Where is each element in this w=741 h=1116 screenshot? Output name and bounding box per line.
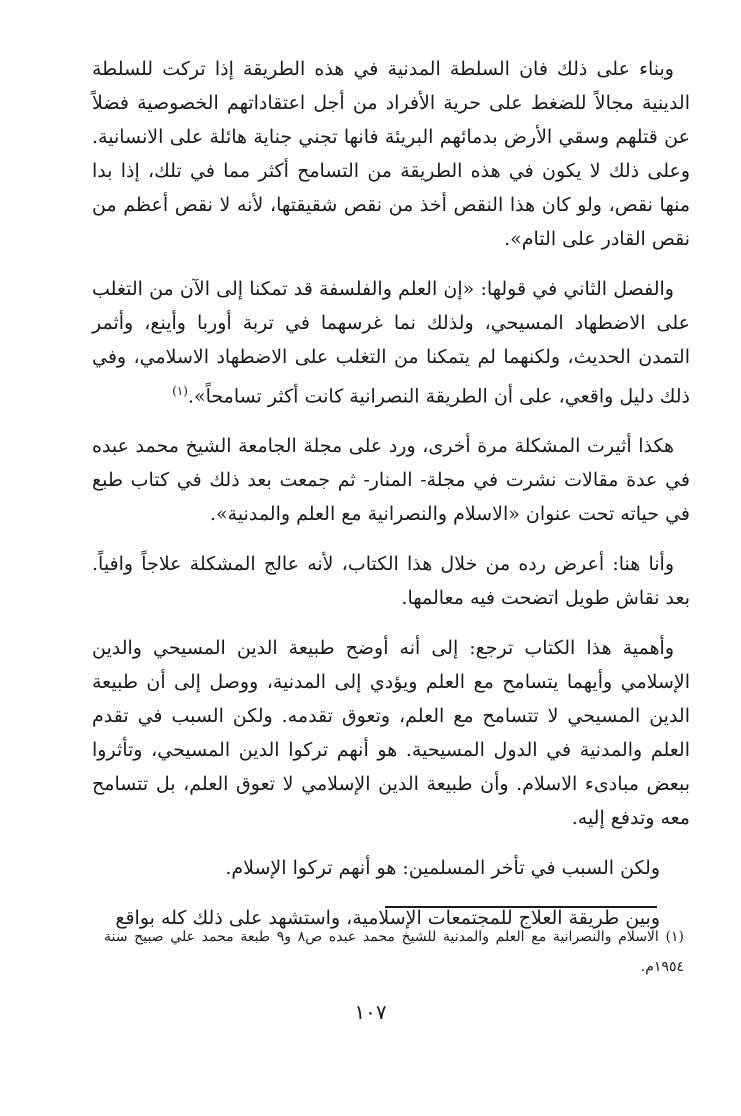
page-number: ١٠٧ <box>354 1000 387 1024</box>
paragraph-2 <box>92 272 690 413</box>
paragraph-6: ولكن السبب في تأخر المسلمين: هو أنهم تركوا الإسلام. <box>225 857 660 880</box>
paragraph-5: وأهمية هذا الكتاب ترجع: إلى أنه أوضح طبيعة الدين المسيحي والدين الإسلامي وأيهما يتسامح مع العلم ويؤدي إلى المدنية، ووصل إلى أن طبيعة الدين المسيحي لا تتسامح مع العلم، وتعوق تقدمه. ولكن السبب في تقدم العلم والمدنية في الدول المسيحية. هو أنهم تركوا الدين المسيحي، وتأثروا ببعض مبادىء الاسلام. وأن طبيعة الدين الإسلامي لا تعوق العلم، بل تتسامح معه وتدفع إليه. <box>92 637 690 830</box>
paragraph-2-text: والفصل الثاني في قولها: «إن العلم والفلسفة قد تمكنا إلى الآن من التغلب على الاضطهاد المسيحي، ولذلك نما غرسهما في تربة أوربا وأينع، وأثمر التمدن الحديث، ولكنهما لم يتمكنا من التغلب على الاضطهاد الاسلامي، وفي ذلك دليل واقعي، على أن الطريقة النصرانية كانت أكثر تسامحاً». <box>92 278 690 408</box>
page-body <box>92 52 690 951</box>
paragraph-7: وبين طريقة العلاج للمجتمعات الإسلامية، واستشهد على ذلك كله بواقع <box>115 907 660 930</box>
footnote-divider <box>385 906 657 908</box>
footnote-reference[interactable]: (١) <box>172 384 188 398</box>
paragraph-4: وأنا هنا: أعرض رده من خلال هذا الكتاب، لأنه عالج المشكلة علاجاً وافياً. بعد نقاش طويل اتضحت فيه معالمها. <box>92 553 690 610</box>
footnote: (١) الاسلام والنصرانية مع العلم والمدنية للشيخ محمد عبده ص٨ و٩ طبعة محمد علي صبيح سنة ١٩٥٤م. <box>104 929 684 975</box>
paragraph-1: وبناء على ذلك فان السلطة المدنية في هذه الطريقة إذا تركت للسلطة الدينية مجالاً للضغط على حرية الأفراد من أجل اعتقاداتهم الخصوصية فضلاً عن قتلهم وسقي الأرض بدمائهم البريئة فانها تجني جناية هائلة على الانسانية. وعلى ذلك لا يكون في هذه الطريقة من التسامح أكثر مما في تلك، إذا بدا منها نقص، ولو كان هذا النقص أخذ من نقص شقيقتها، لأنه لا نقص أعظم من نقص القادر على التام». <box>92 58 690 250</box>
paragraph-3: هكذا أثيرت المشكلة مرة أخرى، ورد على مجلة الجامعة الشيخ محمد عبده في عدة مقالات نشرت في مجلة- المنار- ثم جمعت بعد ذلك في كتاب طبع في حياته تحت عنوان «الاسلام والنصرانية مع العلم والمدنية». <box>92 435 690 526</box>
